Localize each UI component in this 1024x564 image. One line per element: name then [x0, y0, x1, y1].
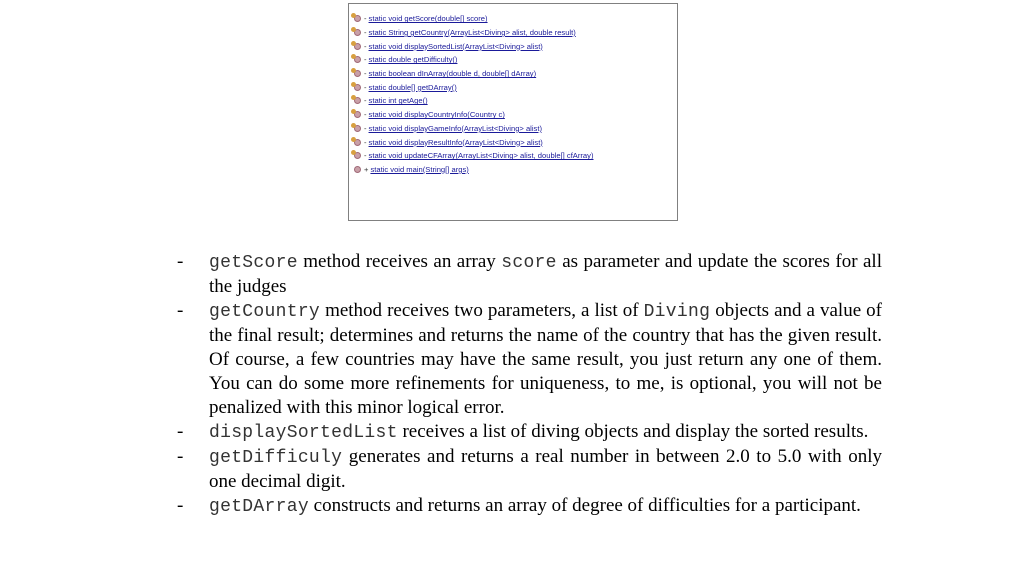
method-name-code: getCountry — [209, 302, 321, 322]
method-visibility: - — [364, 69, 367, 79]
method-signature-link[interactable]: static boolean dInArray(double d, double[] dArray) — [368, 69, 537, 79]
list-dash: - — [177, 300, 184, 321]
method-description-list — [168, 250, 882, 519]
method-list-panel — [348, 3, 678, 221]
list-dash: - — [177, 446, 184, 467]
static-method-icon — [353, 151, 362, 160]
method-row-getage[interactable] — [349, 94, 677, 108]
method-signature-link[interactable]: static double[] getDArray() — [368, 82, 457, 92]
description-text: objects and a value of the final result; determines and returns the name of the country that has the given result. Of course, a few countries may have the same result, you just return any one of them. You can do some more refinements for uniqueness, to me, is optional, you will not be penalized with this minor logical error. — [209, 300, 883, 418]
method-name-code: getScore — [209, 253, 298, 273]
method-signature-link[interactable]: static void displaySortedList(ArrayList<Diving> alist) — [368, 41, 543, 51]
method-row-dinarray[interactable] — [349, 67, 677, 81]
param-name-code: score — [501, 253, 557, 273]
method-name-code: getDArray — [209, 497, 309, 517]
method-visibility: - — [364, 110, 367, 120]
method-row-getdarray[interactable] — [349, 80, 677, 94]
class-name-code: Diving — [643, 302, 711, 322]
method-visibility: - — [364, 82, 367, 92]
method-visibility: - — [364, 96, 367, 106]
method-row-displaygameinfo[interactable] — [349, 122, 677, 136]
description-text: method receives two parameters, a list of — [325, 300, 644, 321]
static-method-icon — [353, 55, 362, 64]
method-row-displayresultinfo[interactable] — [349, 135, 677, 149]
method-row-getdifficulty[interactable] — [349, 53, 677, 67]
method-row-main[interactable] — [349, 163, 677, 177]
description-text: as parameter and update the scores for all the judges — [209, 251, 882, 297]
list-dash: - — [177, 495, 184, 516]
method-visibility: - — [364, 41, 367, 51]
method-signature-link[interactable]: static void displayCountryInfo(Country c) — [368, 110, 505, 120]
method-signature-link[interactable]: static void displayGameInfo(ArrayList<Diving> alist) — [368, 123, 542, 133]
description-text: constructs and returns an array of degree of difficulties for a participant. — [313, 495, 861, 516]
public-method-icon — [353, 165, 362, 174]
static-method-icon — [353, 42, 362, 51]
static-method-icon — [353, 96, 362, 105]
description-getdifficuly — [168, 445, 882, 494]
list-dash: - — [177, 421, 184, 442]
description-getdarray — [168, 494, 882, 519]
method-row-getscore[interactable] — [349, 12, 677, 26]
method-visibility: - — [364, 55, 367, 65]
method-row-displaycountryinfo[interactable] — [349, 108, 677, 122]
static-method-icon — [353, 28, 362, 37]
description-text: receives a list of diving objects and display the sorted results. — [402, 421, 869, 442]
method-visibility: - — [364, 28, 367, 38]
method-visibility: + — [364, 164, 369, 174]
description-text: generates and returns a real number in between 2.0 to 5.0 with only one decimal digit. — [209, 446, 882, 492]
description-getscore — [168, 250, 882, 299]
method-visibility: - — [364, 137, 367, 147]
method-signature-link[interactable]: static void updateCFArray(ArrayList<Diving> alist, double[] cfArray) — [368, 151, 594, 161]
static-method-icon — [353, 69, 362, 78]
method-row-displaysortedlist[interactable] — [349, 39, 677, 53]
method-row-getcountry[interactable] — [349, 26, 677, 40]
description-getcountry — [168, 299, 882, 420]
list-dash: - — [177, 251, 184, 272]
static-method-icon — [353, 138, 362, 147]
method-name-code: displaySortedList — [209, 423, 398, 443]
method-signature-link[interactable]: static void displayResultInfo(ArrayList<Diving> alist) — [368, 137, 543, 147]
static-method-icon — [353, 110, 362, 119]
method-name-code: getDifficuly — [209, 448, 343, 468]
static-method-icon — [353, 124, 362, 133]
method-signature-link[interactable]: static double getDifficulty() — [368, 55, 458, 65]
static-method-icon — [353, 83, 362, 92]
method-signature-link[interactable]: static String getCountry(ArrayList<Diving> alist, double result) — [368, 28, 576, 38]
method-signature-link[interactable]: static void getScore(double[] score) — [368, 14, 488, 24]
method-visibility: - — [364, 151, 367, 161]
method-signature-link[interactable]: static int getAge() — [368, 96, 428, 106]
description-displaysortedlist — [168, 420, 882, 445]
method-row-updatecfarray[interactable] — [349, 149, 677, 163]
method-signature-link[interactable]: static void main(String[] args) — [370, 164, 469, 174]
method-visibility: - — [364, 14, 367, 24]
static-method-icon — [353, 14, 362, 23]
method-visibility: - — [364, 123, 367, 133]
description-text: method receives an array — [303, 251, 502, 272]
